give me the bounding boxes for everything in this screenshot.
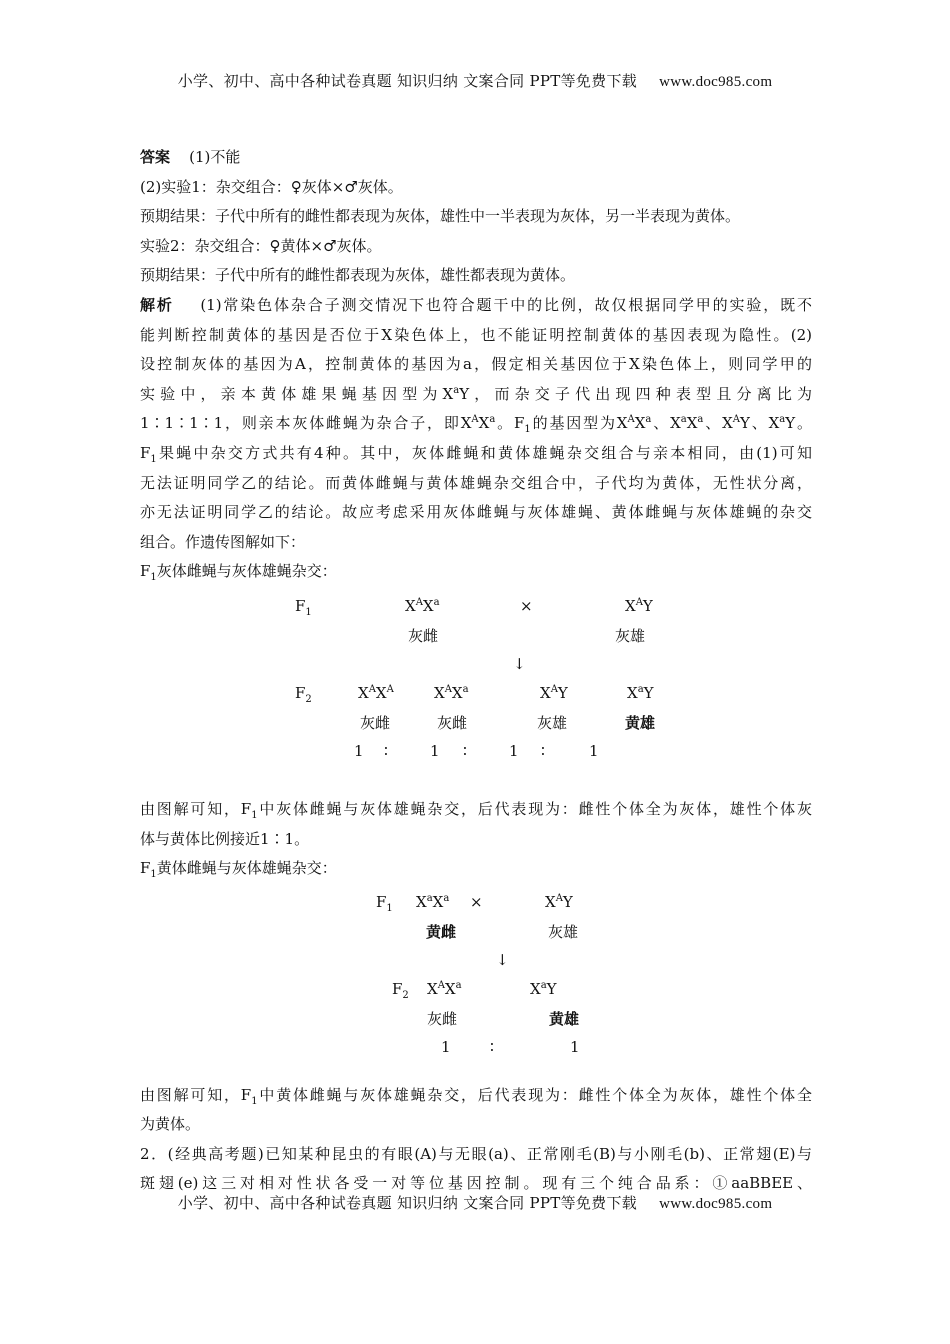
d1-offspring-4: $X^aY$	[627, 683, 654, 702]
d1-ratio-3: 1	[509, 741, 519, 760]
analysis-line-5: 1∶1∶1∶1，则亲本灰体雌蝇为杂合子，即$X^AX^a$。$F_1$的基因型为$X^AX^a$、$X^aX^a$、$X^AY$、$X^aY$。	[140, 414, 812, 436]
analysis-line-6: $F_1$果蝇中杂交方式共有4种。其中，灰体雌蝇和黄体雄蝇杂交组合与亲本相同，由(1)可知	[140, 443, 812, 465]
d2-ratio-1: 1	[441, 1037, 451, 1056]
conclusion1-line-1: 由图解可知，$F_1$中灰体雌蝇与灰体雄蝇杂交，后代表现为：雌性个体全为灰体，雄性个体灰	[140, 799, 812, 821]
answer-line-2: (2)实验1：杂交组合：♀灰体×♂灰体。	[140, 177, 403, 196]
d1-parent-female-label: 灰雌	[408, 626, 439, 645]
diagram1-caption: $F_1$灰体雌蝇与灰体雄蝇杂交：	[140, 562, 337, 584]
d2-parent-male-label: 灰雄	[548, 922, 579, 941]
d2-parent-female-label: 黄雌	[426, 922, 457, 941]
answer-line-5: 预期结果：子代中所有的雌性都表现为灰体，雄性都表现为黄体。	[140, 266, 576, 285]
page-footer	[0, 1192, 950, 1213]
analysis-line-7: 无法证明同学乙的结论。而黄体雌蝇与黄体雄蝇杂交组合中，子代均为黄体，无性状分离，	[140, 473, 812, 492]
cross-diagram-1	[140, 587, 812, 795]
d2-f1-label: $F_1$	[376, 892, 393, 914]
d1-cross-symbol: ×	[520, 596, 533, 615]
d1-ratio-colon-1: ∶	[384, 741, 388, 760]
d1-f2-label: $F_2$	[295, 683, 312, 705]
cross-diagram-2	[140, 884, 812, 1081]
conclusion1-line-2: 体与黄体比例接近1∶1。	[140, 829, 310, 848]
d1-ratio-2: 1	[430, 741, 440, 760]
d2-offspring-1: $X^AX^a$	[427, 979, 462, 998]
conclusion2-line-1: 由图解可知，$F_1$中黄体雌蝇与灰体雄蝇杂交，后代表现为：雌性个体全为灰体，雄性个体全	[140, 1085, 812, 1107]
analysis-line-1: 解析 (1)常染色体杂合子测交情况下也符合题干中的比例，故仅根据同学甲的实验，既不	[140, 295, 812, 314]
page-header	[0, 70, 950, 91]
d1-ratio-colon-3: ∶	[541, 741, 545, 760]
conclusion2-line-2: 为黄体。	[140, 1115, 201, 1134]
analysis-label: 解析	[140, 295, 174, 314]
d1-parent-male: $X^AY$	[625, 596, 653, 615]
d2-parent-female: $X^aX^a$	[416, 892, 450, 911]
analysis-line-8: 亦无法证明同学乙的结论。故应考虑采用灰体雌蝇与灰体雄蝇、黄体雌蝇与灰体雄蝇的杂交	[140, 503, 812, 522]
d1-offspring-3-label: 灰雄	[537, 713, 568, 732]
question2-line-2: 斑翅(e)这三对相对性状各受一对等位基因控制。现有三个纯合品系：①aaBBEE、	[140, 1174, 812, 1193]
d2-offspring-2: $X^aY$	[530, 979, 557, 998]
d1-parent-male-label: 灰雄	[615, 626, 646, 645]
answer-label: 答案	[140, 148, 171, 166]
d2-f2-label: $F_2$	[392, 979, 409, 1001]
footer-url[interactable]: www.doc985.com	[659, 1196, 773, 1212]
d2-ratio-colon: ∶	[490, 1037, 494, 1056]
answer-line-3: 预期结果：子代中所有的雌性都表现为灰体，雄性中一半表现为灰体，另一半表现为黄体。	[140, 207, 741, 226]
d1-offspring-2-label: 灰雌	[437, 713, 468, 732]
d1-ratio-4: 1	[589, 741, 599, 760]
d1-ratio-colon-2: ∶	[463, 741, 467, 760]
analysis-line-2: 能判断控制黄体的基因是否位于X染色体上，也不能证明控制黄体的基因表现为隐性。(2)	[140, 325, 812, 344]
footer-text: 小学、初中、高中各种试卷真题 知识归纳 文案合同 PPT等免费下载	[177, 1194, 638, 1212]
document-body	[140, 143, 812, 1199]
d1-offspring-4-label: 黄雄	[625, 713, 656, 732]
d2-offspring-1-label: 灰雌	[427, 1009, 458, 1028]
diagram2-caption: $F_1$黄体雌蝇与灰体雄蝇杂交：	[140, 859, 337, 881]
d2-parent-male: $X^AY$	[545, 892, 573, 911]
d2-ratio-2: 1	[570, 1037, 580, 1056]
answer-line-4: 实验2：杂交组合：♀黄体×♂灰体。	[140, 236, 382, 255]
d1-offspring-2: $X^AX^a$	[434, 683, 469, 702]
d1-offspring-1-label: 灰雌	[360, 713, 391, 732]
d1-f1-label: $F_1$	[295, 596, 312, 618]
d2-cross-symbol: ×	[470, 892, 483, 911]
analysis-line-3: 设控制灰体的基因为A，控制黄体的基因为a，假定相关基因位于X染色体上，则同学甲的	[140, 355, 812, 374]
d1-arrow-icon: ↓	[513, 654, 526, 673]
d1-parent-female: $X^AX^a$	[405, 596, 440, 615]
question2-line-1: 2．(经典高考题)已知某种昆虫的有眼(A)与无眼(a)、正常刚毛(B)与小刚毛(b)、正常翅(E)与	[140, 1144, 812, 1163]
analysis-line-9: 组合。作遗传图解如下：	[140, 532, 306, 551]
answer-line-1: 答案 (1)不能	[140, 148, 241, 166]
d1-ratio-1: 1	[354, 741, 364, 760]
d1-offspring-3: $X^AY$	[540, 683, 568, 702]
header-url[interactable]: www.doc985.com	[659, 74, 773, 90]
analysis-line-4: 实验中，亲本黄体雄果蝇基因型为$X^aY$，而杂交子代出现四种表型且分离比为	[140, 384, 812, 403]
d2-arrow-icon: ↓	[496, 950, 509, 969]
d2-offspring-2-label: 黄雄	[549, 1009, 580, 1028]
header-text: 小学、初中、高中各种试卷真题 知识归纳 文案合同 PPT等免费下载	[177, 72, 638, 90]
d1-offspring-1: $X^AX^A$	[358, 683, 394, 702]
